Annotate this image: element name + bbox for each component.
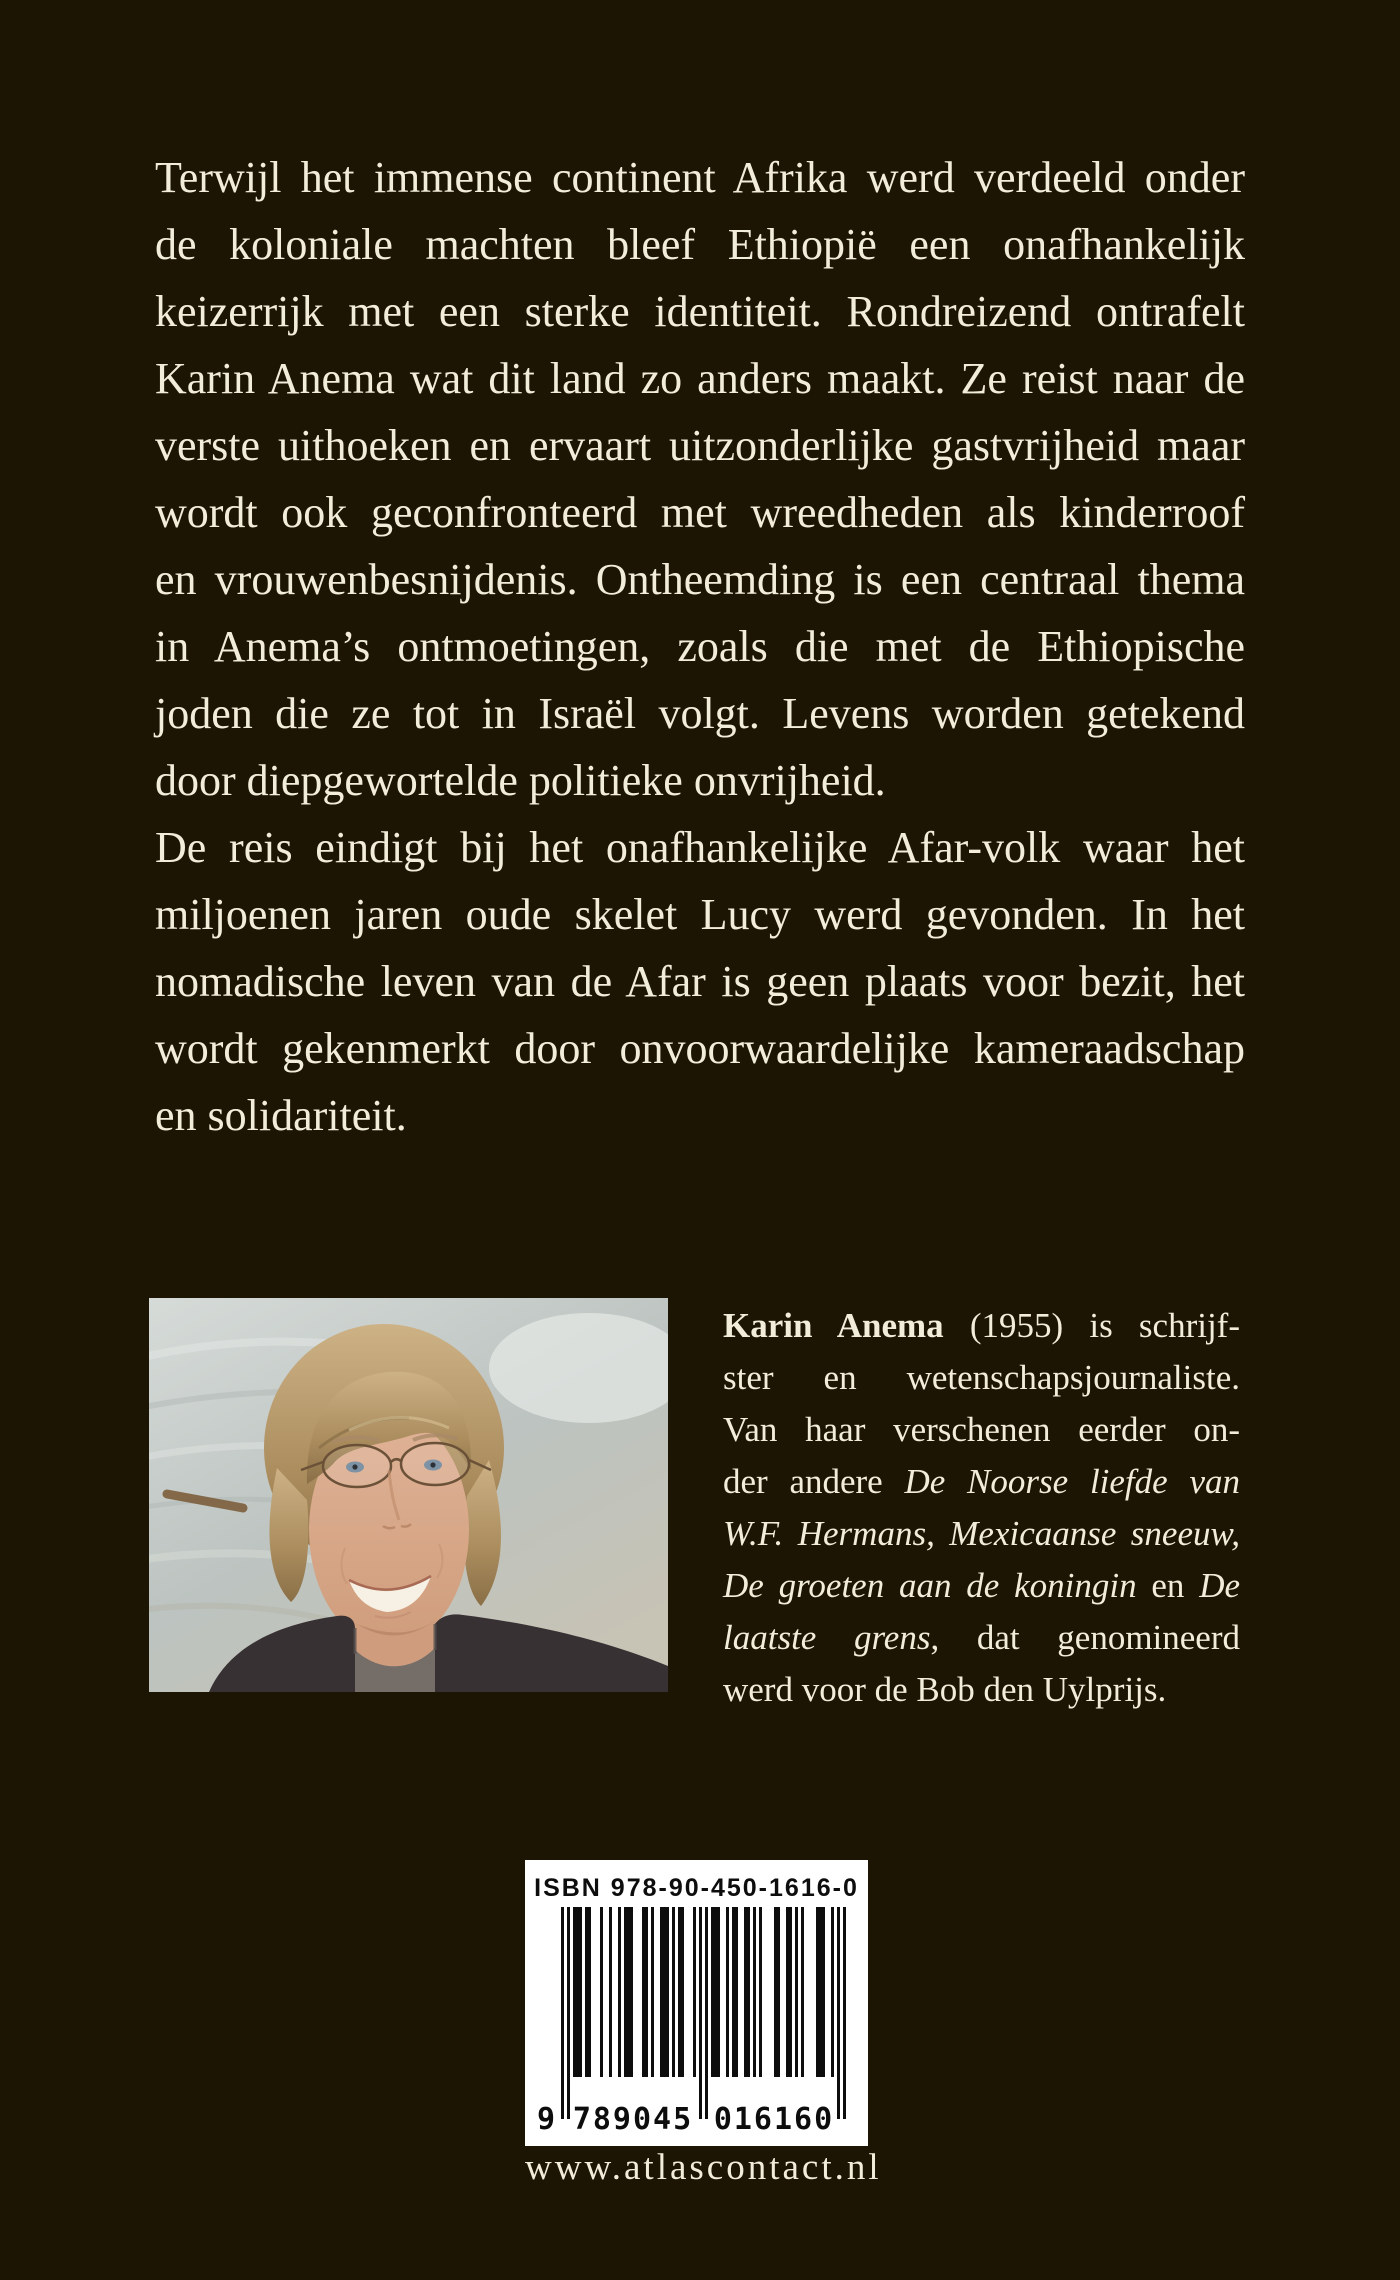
- blurb-line: verste uithoeken en ervaart uitzonderlijke gastvrijheid maar: [155, 421, 1245, 470]
- author-photo-graphic: [149, 1298, 668, 1692]
- blurb-line: Terwijl het immense continent Afrika werd verdeeld onder: [155, 153, 1245, 202]
- barcode-digits: 016160: [713, 2102, 834, 2135]
- barcode-digits: 9: [536, 2102, 557, 2135]
- barcode-bars: [531, 1907, 863, 2135]
- bio-text-segment: De groeten aan de koningin: [723, 1566, 1137, 1605]
- blurb-line: nomadische leven van de Afar is geen plaats voor bezit, het: [155, 957, 1245, 1006]
- publisher-url: www.atlascontact.nl: [525, 2147, 882, 2188]
- barcode-box: [525, 1860, 868, 2146]
- author-bio: [723, 1300, 1240, 1716]
- bio-text-segment: Van haar verschenen eerder on-: [723, 1410, 1240, 1449]
- blurb-line: de koloniale machten bleef Ethiopië een onafhankelijk: [155, 220, 1245, 269]
- isbn-label: ISBN 978-90-450-1616-0: [534, 1874, 859, 1902]
- blurb-line: en vrouwenbesnijdenis. Ontheemding is een centraal thema: [155, 555, 1245, 604]
- author-photo: [149, 1298, 668, 1692]
- bio-line: [723, 1612, 1240, 1664]
- blurb-line: wordt ook geconfronteerd met wreedheden als kinderroof: [155, 488, 1245, 537]
- blurb-line: wordt gekenmerkt door onvoorwaardelijke kameraadschap: [155, 1024, 1245, 1073]
- blurb-line: keizerrijk met een sterke identiteit. Rondreizend ontrafelt: [155, 287, 1245, 336]
- bio-text-segment: en: [1136, 1566, 1200, 1605]
- bio-line: [723, 1352, 1240, 1404]
- blurb-line: in Anema’s ontmoetingen, zoals die met de Ethiopische: [155, 622, 1245, 671]
- bio-text-segment: De: [1199, 1566, 1240, 1605]
- bio-text-segment: , dat genomineerd: [930, 1618, 1240, 1657]
- blurb: [155, 144, 1245, 1149]
- bio-line: [723, 1560, 1240, 1612]
- bio-text-segment: De Noorse liefde van: [904, 1462, 1240, 1501]
- bio-line: [723, 1456, 1240, 1508]
- bio-text-segment: laatste grens: [723, 1618, 931, 1657]
- blurb-line: Karin Anema wat dit land zo anders maakt. Ze reist naar de: [155, 354, 1245, 403]
- bio-text-segment: W.F. Hermans, Mexicaanse sneeuw,: [723, 1514, 1240, 1553]
- bio-text-segment: (1955) is schrijf-: [943, 1306, 1240, 1345]
- bio-text-segment: Karin Anema: [723, 1306, 944, 1345]
- bio-text-segment: ster en wetenschapsjournaliste.: [723, 1358, 1240, 1397]
- bio-line: [723, 1404, 1240, 1456]
- bio-line: [723, 1664, 1240, 1716]
- bio-text-segment: der andere: [723, 1462, 905, 1501]
- bio-text-segment: werd voor de Bob den Uylprijs.: [723, 1670, 1167, 1709]
- blurb-line: miljoenen jaren oude skelet Lucy werd gevonden. In het: [155, 890, 1245, 939]
- bio-line: [723, 1508, 1240, 1560]
- barcode-digits: 789045: [572, 2102, 693, 2135]
- blurb-line: door diepgewortelde politieke onvrijheid.: [155, 756, 886, 805]
- bio-line: [723, 1300, 1240, 1352]
- blurb-line: en solidariteit.: [155, 1091, 407, 1140]
- blurb-line: joden die ze tot in Israël volgt. Levens worden getekend: [155, 689, 1245, 738]
- blurb-line: De reis eindigt bij het onafhankelijke Afar-volk waar het: [155, 823, 1245, 872]
